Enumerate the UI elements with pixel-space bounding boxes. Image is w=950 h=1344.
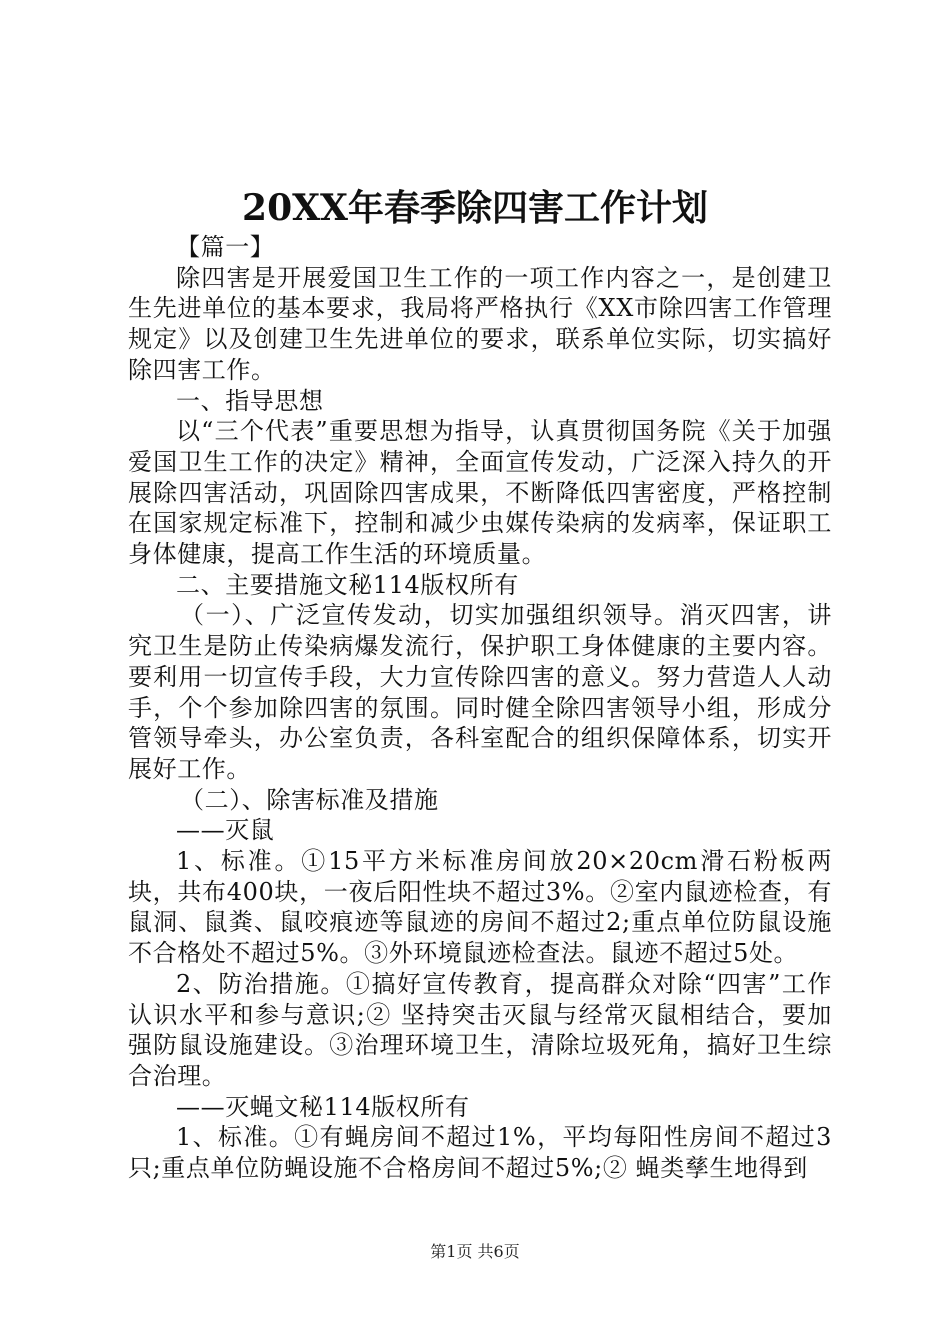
section-marker: 【篇一】 xyxy=(176,233,275,261)
subheading-rodent: ——灭鼠 xyxy=(176,816,275,845)
rodent-control-paragraph: 2、防治措施。①搞好宣传教育，提高群众对除“四害”工作认识水平和参与意识;② 坚持突击灭鼠与经常灭鼠相结合，要加强防鼠设施建设。③治理环境卫生，清除垃圾死角，搞好卫生综合治理。 xyxy=(128,969,832,1090)
subheading-fly: ——灭蝇文秘114版权所有 xyxy=(176,1092,470,1121)
document-title: 20XX年春季除四害工作计划 xyxy=(242,187,708,229)
document-body xyxy=(128,232,832,1184)
heading-guiding-thought: 一、指导思想 xyxy=(176,386,324,415)
page-number-footer: 第1页 共6页 xyxy=(430,1242,520,1261)
guiding-thought-paragraph: 以“三个代表”重要思想为指导，认真贯彻国务院《关于加强爱国卫生工作的决定》精神，全面宣传发动，广泛深入持久的开展除四害活动，巩固除四害成果，不断降低四害密度，严格控制在国家规定标准下，控制和减少虫媒传染病的发病率，保证职工身体健康，提高工作生活的环境质量。 xyxy=(128,417,832,569)
rodent-standard-paragraph: 1、标准。①15平方米标准房间放20×20cm滑石粉板两块，共布400块，一夜后阳性块不超过3%。②室内鼠迹检查，有鼠洞、鼠粪、鼠咬痕迹等鼠迹的房间不超过2;重点单位防鼠设施不合格处不超过5%。③外环境鼠迹检查法。鼠迹不超过5处。 xyxy=(128,847,832,968)
fly-standard-paragraph: 1、标准。①有蝇房间不超过1%，平均每阳性房间不超过3只;重点单位防蝇设施不合格房间不超过5%;② 蝇类孳生地得到 xyxy=(128,1123,832,1183)
heading-measure-two: （二）、除害标准及措施 xyxy=(180,785,439,814)
intro-paragraph: 除四害是开展爱国卫生工作的一项工作内容之一，是创建卫生先进单位的基本要求，我局将严格执行《XX市除四害工作管理规定》以及创建卫生先进单位的要求，联系单位实际，切实搞好除四害工作。 xyxy=(128,263,832,384)
measure-one-paragraph: （一）、广泛宣传发动，切实加强组织领导。消灭四害，讲究卫生是防止传染病爆发流行，保护职工身体健康的主要内容。要利用一切宣传手段，大力宣传除四害的意义。努力营造人人动手，个个参加除四害的氛围。同时健全除四害领导小组，形成分管领导牵头，办公室负责，各科室配合的组织保障体系，切实开展好工作。 xyxy=(128,601,832,783)
heading-main-measures: 二、主要措施文秘114版权所有 xyxy=(176,570,519,599)
